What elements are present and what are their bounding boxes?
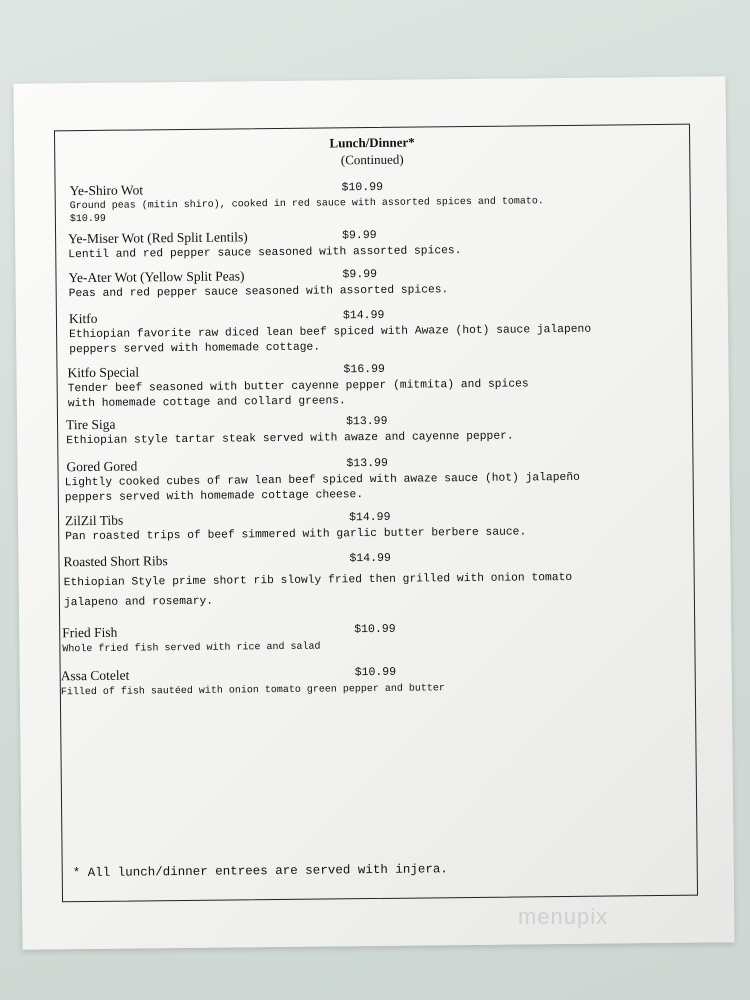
item-description: Ethiopian favorite raw diced lean beef spiced with Awaze (hot) sauce jalapeno peppers served with homemade cottage. [69,323,592,356]
menu-item-ye-miser-wot [56,225,656,262]
item-price: $10.99 [341,180,384,195]
item-price: $13.99 [346,456,388,471]
menu-item-kitfo-special [57,359,657,410]
item-name: ZilZil Tibs [64,512,124,529]
item-price: $9.99 [342,228,377,243]
item-description: Ethiopian Style prime short rib slowly fried then grilled with onion tomato jalapeno and rosemary. [63,571,573,610]
menu-item-gored-gored [58,453,658,504]
item-name: Roasted Short Ribs [63,553,168,570]
item-name: Kitfo [68,310,98,327]
item-description: Pan roasted trips of beef simmered with garlic butter berbere sauce. [65,526,527,544]
menu-item-assa-cotelet [60,662,661,699]
item-name: Assa Cotelet [60,667,130,684]
menu-frame [54,124,698,903]
item-price: $10.99 [354,665,397,680]
item-description: Ground peas (mitin shiro), cooked in red sauce with assorted spices and tomato. $10.99 [69,196,544,226]
item-price: $14.99 [349,551,391,566]
item-price: $14.99 [342,308,385,323]
item-description: Peas and red pepper sauce seasoned with assorted spices. [68,284,449,301]
section-subtitle: (Continued) [340,151,404,168]
item-price: $16.99 [343,362,385,377]
menu-item-ye-ater-wot [56,264,656,301]
item-name: Ye-Ater Wot (Yellow Split Peas) [68,268,245,286]
menu-item-ye-shiro-wot [56,177,656,226]
watermark-logo: menupix [518,904,609,929]
menu-item-kitfo [57,305,657,356]
item-description: Lentil and red pepper sauce seasoned with assorted spices. [68,245,462,262]
item-description: Ethiopian style tartar steak served with awaze and cayenne pepper. [66,430,514,448]
item-description: Whole fried fish served with rice and salad [62,641,321,656]
menu-item-zilzil-tibs [59,507,659,544]
menu-item-tire-siga [58,411,658,448]
menu-header [55,131,689,172]
item-name: Kitfo Special [67,364,140,381]
item-price: $9.99 [342,267,378,282]
item-description: Filled of fish sautéed with onion tomato green pepper and butter [60,683,445,699]
item-description: Tender beef seasoned with butter cayenne pepper (mitmita) and spices with homemade cottage and collard greens. [67,378,529,410]
item-name: Gored Gored [66,458,138,475]
item-price: $10.99 [354,622,396,637]
footnote: * All lunch/dinner entrees are served with injera. [72,862,448,881]
item-name: Ye-Shiro Wot [69,182,144,199]
section-title: Lunch/Dinner* [329,134,415,151]
item-price: $14.99 [348,510,391,525]
item-name: Ye-Miser Wot (Red Split Lentils) [68,229,248,247]
menu-page [13,76,734,949]
menu-item-roasted-short-ribs [59,548,659,610]
item-name: Tire Siga [65,416,116,433]
item-description: Lightly cooked cubes of raw lean beef spiced with awaze sauce (hot) jalapeño peppers served with homemade cottage cheese. [64,471,580,504]
item-price: $13.99 [345,414,388,429]
item-name: Fried Fish [62,624,118,641]
menu-item-fried-fish [60,619,660,656]
